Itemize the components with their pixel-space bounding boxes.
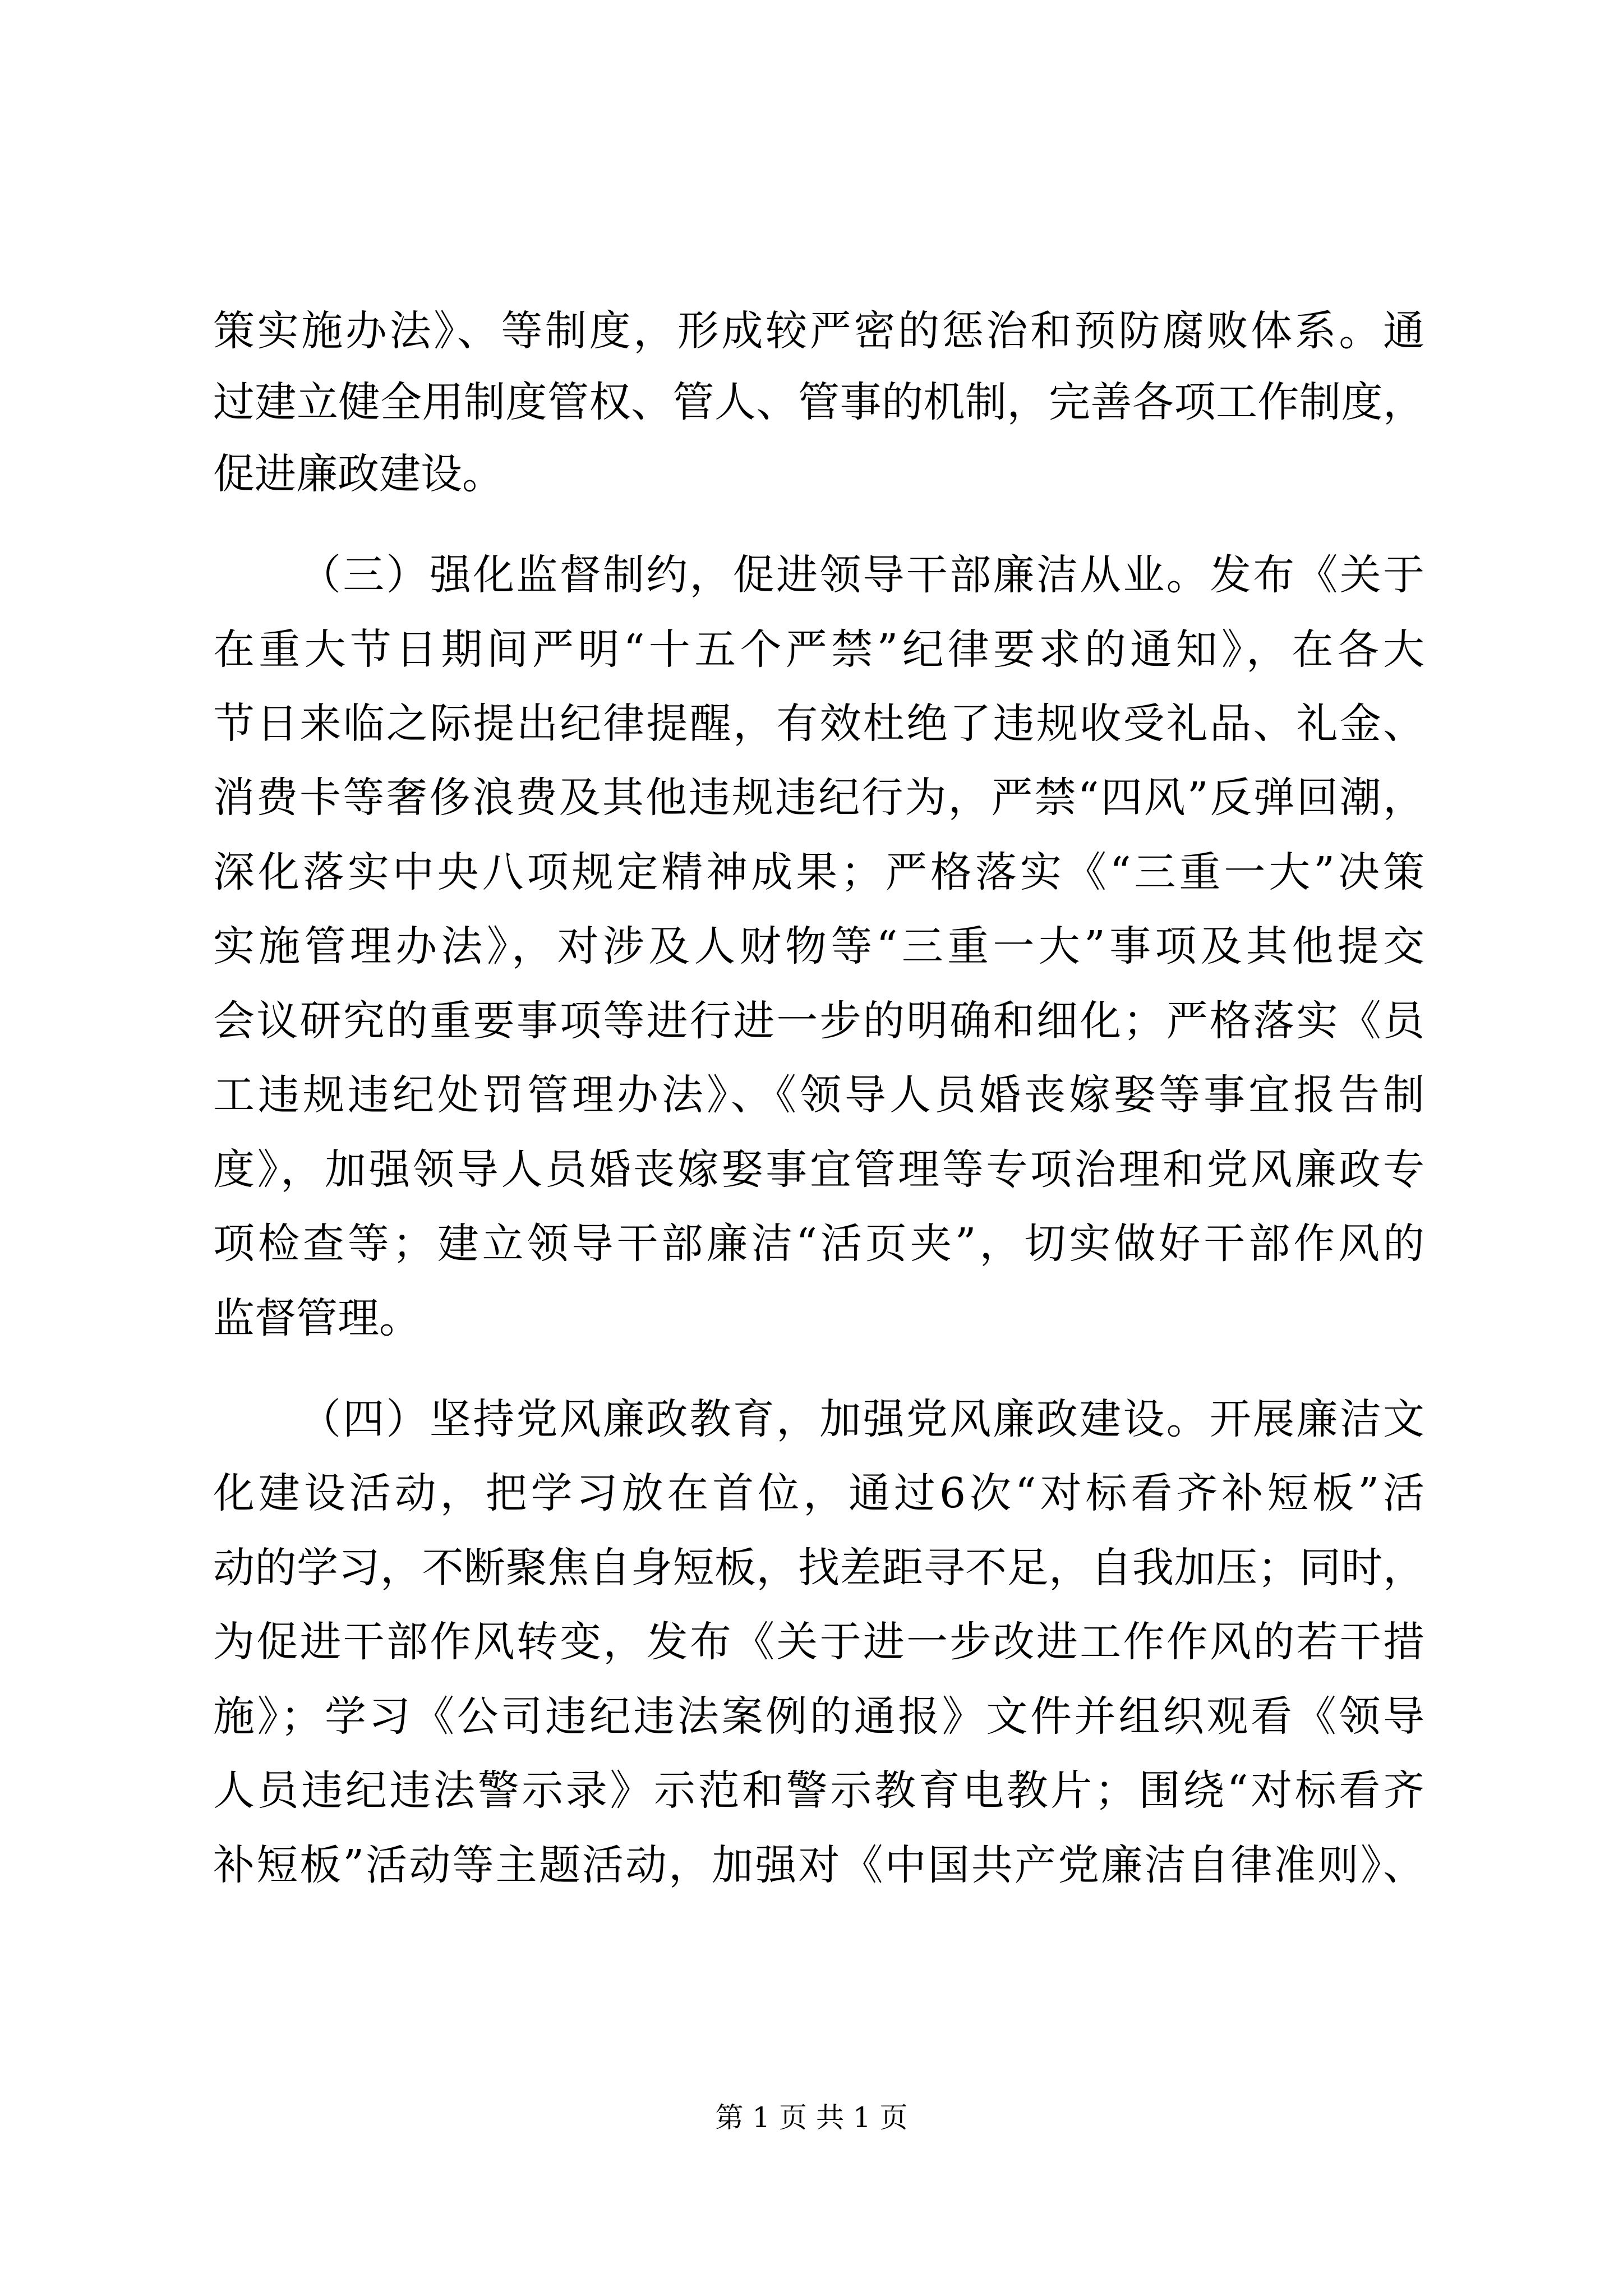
text-line: 监督管理。 — [213, 1294, 421, 1342]
text-line: 化建设活动，把学习放在首位，通过6次“对标看齐补短板”活 — [213, 1469, 1424, 1517]
text-line: 度》，加强领导人员婚丧嫁娶事宜管理等专项治理和党风廉政专 — [213, 1145, 1424, 1194]
paragraph-heading-line: （三）强化监督制约，促进领导干部廉洁从业。发布《关于 — [299, 551, 1424, 599]
text-line: 工违规违纪处罚管理办法》、《领导人员婚丧嫁娶等事宜报告制 — [213, 1071, 1424, 1119]
text-line: 施》；学习《公司违纪违法案例的通报》文件并组织观看《领导 — [213, 1692, 1424, 1741]
text-line: 过建立健全用制度管权、管人、管事的机制，完善各项工作制度， — [213, 378, 1424, 426]
text-line: 人员违纪违法警示录》示范和警示教育电教片；围绕“对标看齐 — [213, 1766, 1424, 1815]
text-line: 项检查等；建立领导干部廉洁“活页夹”，切实做好干部作风的 — [213, 1220, 1424, 1268]
text-line: 策实施办法》、等制度，形成较严密的惩治和预防腐败体系。通 — [213, 307, 1424, 355]
text-line: 会议研究的重要事项等进行进一步的明确和细化；严格落实《员 — [213, 997, 1424, 1045]
paragraph-heading-line: （四）坚持党风廉政教育，加强党风廉政建设。开展廉洁文 — [299, 1395, 1424, 1443]
text-line: 在重大节日期间严明“十五个严禁”纪律要求的通知》，在各大 — [213, 625, 1424, 674]
text-line: 深化落实中央八项规定精神成果；严格落实《“三重一大”决策 — [213, 848, 1424, 896]
text-line: 节日来临之际提出纪律提醒，有效杜绝了违规收受礼品、礼金、 — [213, 700, 1424, 748]
text-line: 为促进干部作风转变，发布《关于进一步改进工作作风的若干措 — [213, 1618, 1424, 1666]
text-line: 实施管理办法》，对涉及人财物等“三重一大”事项及其他提交 — [213, 922, 1424, 970]
text-line: 消费卡等奢侈浪费及其他违规违纪行为，严禁“四风”反弹回潮， — [213, 774, 1424, 822]
text-line: 动的学习，不断聚焦自身短板，找差距寻不足，自我加压；同时， — [213, 1544, 1424, 1592]
text-line: 促进廉政建设。 — [213, 450, 504, 498]
text-line: 补短板”活动等主题活动，加强对《中国共产党廉洁自律准则》、 — [213, 1841, 1424, 1889]
page-number-footer: 第 1 页 共 1 页 — [715, 2101, 908, 2134]
